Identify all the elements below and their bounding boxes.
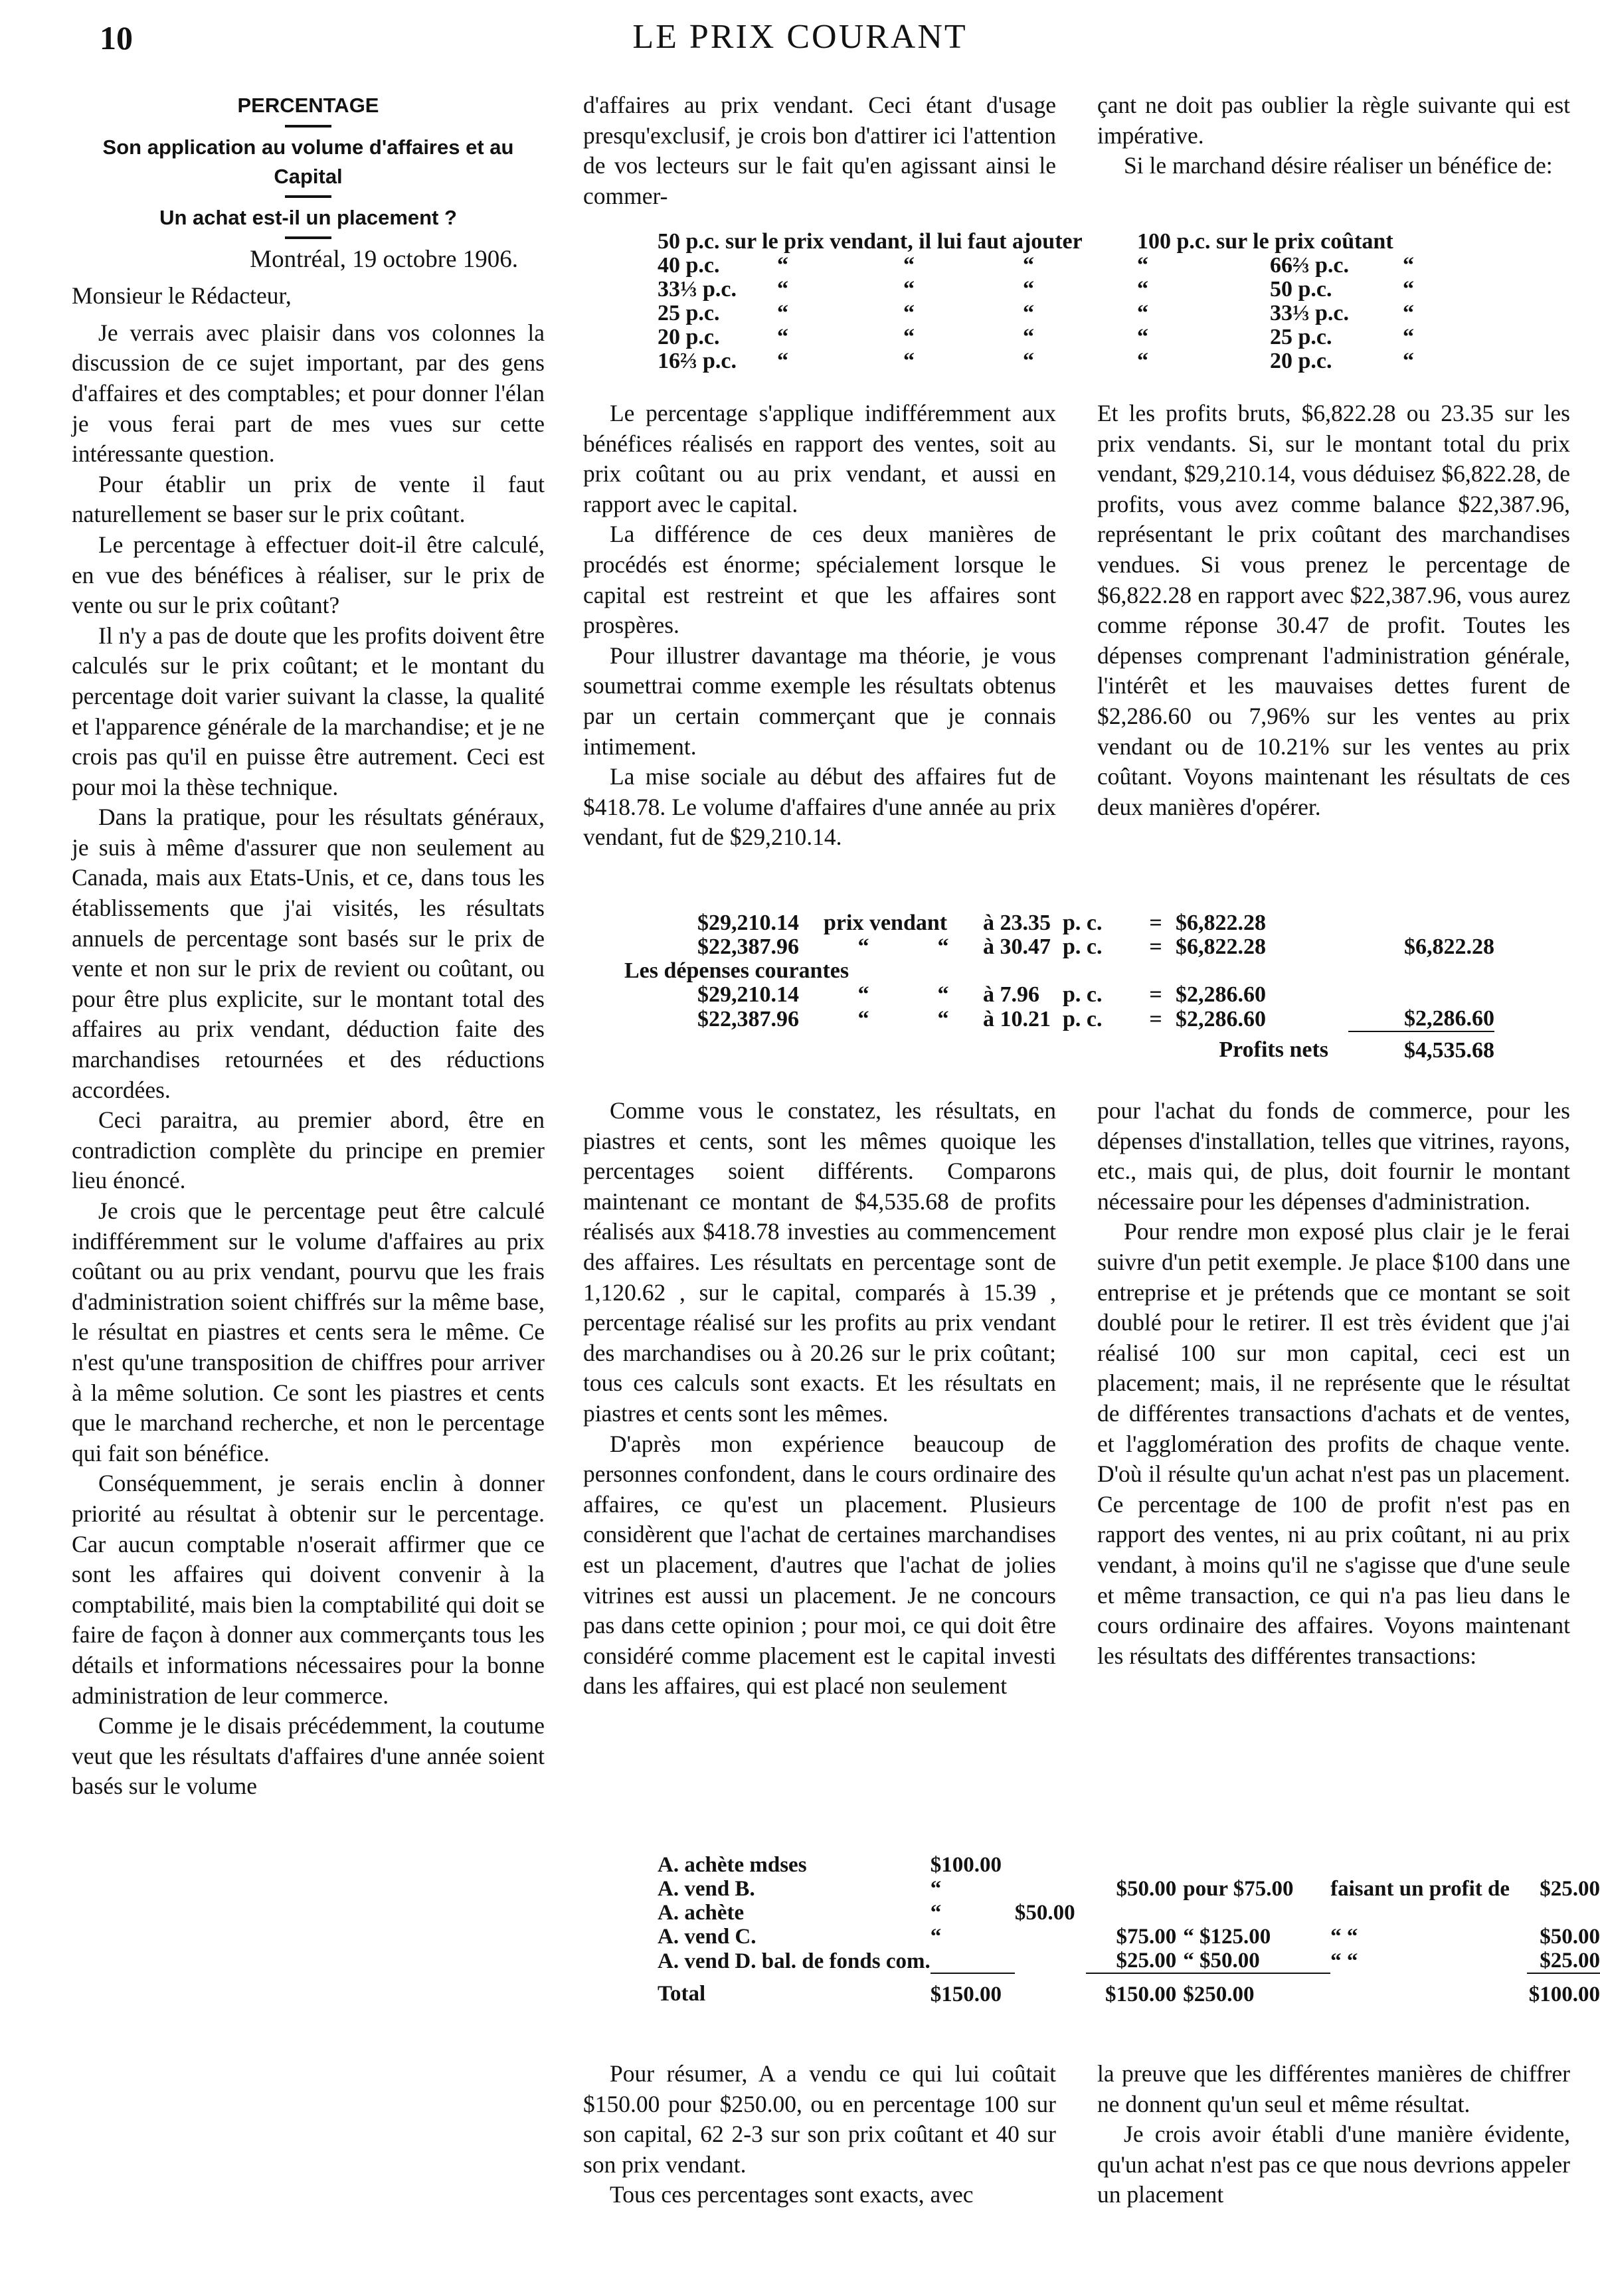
ditto-mark: “: [1137, 325, 1148, 349]
percentage-table: [658, 230, 1414, 373]
ditto-mark: “: [1023, 325, 1034, 349]
paragraph: Et les profits bruts, $6,822.28 ou 23.35 sur les prix vendants. Si, sur le montant total du prix vendant, $29,210.14, vous déduisez $6,822.28, de profits, vous avez comme balance $22,387.96, représentant le prix coûtant des marchandises vendues. Si vous prenez le percentage de $6,822.28 en rapport avec $22,387.96, vous aurez comme réponse 30.47 de profit. Toutes les dépenses comprenant l'administration générale, l'intérêt et les mauvaises dettes furent de $2,286.60 ou 7,96% sur les ventes au prix vendant ou de 10.21% sur les ventes au prix coûtant. Voyons maintenant les résultats de ces deux manières d'opérer.: [1097, 400, 1570, 820]
table-cell: faisant un profit de: [1330, 1877, 1510, 1901]
ditto-mark: “: [1023, 349, 1034, 373]
ditto-mark: “: [903, 325, 915, 349]
table-cell: $150.00: [1086, 1973, 1176, 2014]
paragraph: Le percentage s'applique indifféremment aux bénéfices réalisés en rapport des ventes, soit au prix coûtant ou au prix vendant, et aussi en rapport avec le capital.: [583, 400, 1056, 517]
table-cell: 66⅔ p.c.: [1270, 253, 1349, 278]
table-row: [658, 325, 1414, 349]
table-cell: [1527, 1901, 1600, 1925]
table-cell: prix vendant: [824, 911, 948, 935]
paragraph: d'affaires au prix vendant. Ceci étant d'usage presqu'exclusif, je crois bon d'attirer ici l'attention de vos lecteurs sur le fait qu'en agissant ainsi le commer-: [583, 92, 1056, 209]
table-cell: $50.00: [1540, 1925, 1600, 1949]
table-cell: 25 p.c.: [1270, 325, 1332, 349]
journal-title: LE PRIX COURANT: [632, 18, 968, 56]
table-cell: 20 p.c.: [658, 325, 720, 349]
paragraph: Il n'y a pas de doute que les profits doivent être calculés sur le prix coûtant; et le montant du percentage doit varier suivant la classe, la qualité et l'apparence générale de la marchandise; et je ne crois pas qu'il en puisse être autrement. Ceci est pour moi la thèse technique.: [72, 622, 545, 800]
table-cell: $22,387.96: [697, 934, 799, 959]
table-cell: p. c.: [1063, 934, 1103, 959]
table-cell: [1176, 1853, 1330, 1877]
paragraph: Dans la pratique, pour les résultats généraux, je suis à même d'assurer que non seulement au Canada, mais aux Etats-Unis, et ce, dans tous les établissements que j'ai visités, les résultats annuels de percentage sont basés sur le prix de vente et non sur le prix de revient ou coûtant, ou pour être plus explicite, sur le montant total des affaires au prix vendant, déduction faite des marchandises retournées et des réductions accordées.: [72, 804, 545, 1103]
table-cell: “ “: [1330, 1925, 1358, 1949]
table-cell: 33⅓ p.c.: [658, 277, 737, 302]
table-cell: 100 p.c. sur le prix coûtant: [1137, 229, 1393, 254]
table-cell: [1527, 1853, 1600, 1877]
table-row: [658, 1949, 1600, 1973]
column-1: [72, 90, 545, 1802]
ditto-mark: “: [903, 253, 915, 278]
paragraph: Comme vous le constatez, les résultats, en piastres et cents, sont les mêmes quoique les percentages soient différents. Comparons maintenant ce montant de $4,535.68 de profits réalisés aux $418.78 investies au commencement des affaires. Les résultats en percentage sont de 1,120.62 , sur le capital, comparés à 15.39 , percentage réalisé sur les profits au prix vendant des marchandises ou à 20.26 sur le prix coûtant; tous ces calculs sont exacts. Et les résultats en piastres et cents sont les mêmes.: [583, 1097, 1056, 1427]
ditto-mark: “: [930, 1901, 942, 1925]
paragraph: D'après mon expérience beaucoup de personnes confondent, dans le cours ordinaire des affaires, ce qu'est un placement. Plusieurs considèrent que l'achat de certaines marchandises est un placement, d'autres que l'achat de jolies vitrines est aussi un placement. Je ne concours pas dans cette opinion ; pour moi, ce qui doit être considéré comme placement est le capital investi dans les affaires, qui est placé non seulement: [583, 1430, 1056, 1700]
table-cell: $29,210.14: [697, 982, 799, 1007]
dateline: Montréal, 19 octobre 1906.: [250, 245, 518, 273]
table-cell: 20 p.c.: [1270, 349, 1332, 373]
paragraph: Ceci paraitra, au premier abord, être en contradiction complète du principe en premier lieu énoncé.: [72, 1106, 545, 1194]
column-2-end: [583, 2059, 1056, 2210]
ditto-mark: “: [857, 934, 869, 959]
table-cell: “ $50.00: [1183, 1949, 1260, 1973]
table-cell: [931, 1949, 1015, 1973]
ditto-mark: “: [1403, 301, 1414, 325]
table-row: [658, 1925, 1600, 1949]
paragraph: Je crois avoir établi d'une manière évidente, qu'un achat n'est pas ce que nous devrions appeler un placement: [1097, 2121, 1570, 2208]
table-cell: [1086, 1901, 1176, 1925]
table-cell: [1330, 1901, 1527, 1925]
table-cell: [1015, 1949, 1087, 1973]
table-cell: 40 p.c.: [658, 253, 720, 278]
paragraph: Pour établir un prix de vente il faut naturellement se baser sur le prix coûtant.: [72, 470, 545, 528]
paragraph: Pour résumer, A a vendu ce qui lui coûtait $150.00 pour $250.00, ou en percentage 100 sur son capital, 62 2-3 sur son prix coûtant et 40 sur son prix vendant.: [583, 2060, 1056, 2178]
table-cell: $2,286.60: [1404, 1006, 1494, 1031]
ditto-mark: “: [1137, 301, 1148, 325]
ditto-mark: “: [1403, 253, 1414, 278]
ditto-mark: “: [903, 349, 915, 373]
article-subheading: Son application au volume d'affaires et au Capital: [102, 135, 514, 188]
ditto-mark: “: [1137, 277, 1148, 302]
table-row: [624, 1031, 1494, 1069]
paragraph: La différence de ces deux manières de procédés est énorme; spécialement lorsque le capital est restreint et que les affaires sont prospères.: [583, 521, 1056, 639]
table-cell: =: [1149, 911, 1162, 935]
ditto-mark: “: [777, 277, 788, 302]
paragraph: La mise sociale au début des affaires fut de $418.78. Le volume d'affaires d'une année au prix vendant, fut de $29,210.14.: [583, 763, 1056, 851]
ditto-mark: “: [1403, 325, 1414, 349]
table-cell: =: [1149, 934, 1162, 959]
table-row: [624, 911, 1494, 935]
paragraph: Si le marchand désire réaliser un bénéfice de:: [1124, 152, 1553, 179]
table-cell: à 10.21: [983, 1006, 1051, 1031]
table-cell: 16⅔ p.c.: [658, 349, 737, 373]
paragraph: Comme je le disais précédemment, la coutume veut que les résultats d'affaires d'une année soient basés sur le volume: [72, 1712, 545, 1800]
column-3-lower: [1097, 1096, 1570, 1671]
table-cell: 50 p.c.: [1270, 277, 1332, 302]
column-2-middle: [583, 398, 1056, 853]
calculation-table: [624, 911, 1494, 1069]
ditto-mark: “: [1023, 253, 1034, 278]
article-question: Un achat est-il un placement ?: [159, 205, 457, 229]
column-2-lower: [583, 1096, 1056, 1702]
table-cell: “ $125.00: [1183, 1925, 1271, 1949]
table-row: [624, 935, 1494, 959]
article-heading: PERCENTAGE: [237, 94, 379, 117]
ditto-mark: “: [930, 1877, 942, 1901]
ditto-mark: “: [937, 1006, 949, 1031]
table-cell: [1348, 911, 1494, 935]
table-cell: $6,822.28: [1176, 934, 1266, 959]
page-number: 10: [100, 19, 133, 56]
table-cell: $250.00: [1176, 1973, 1330, 2014]
paragraph: la preuve que les différentes manières de chiffrer ne donnent qu'un seul et même résultat.: [1097, 2060, 1570, 2117]
table-row: [658, 302, 1414, 325]
ditto-mark: “: [777, 253, 788, 278]
ditto-mark: “: [1137, 349, 1148, 373]
ditto-mark: “: [903, 301, 915, 325]
ditto-mark: “: [903, 277, 915, 302]
table-cell: $150.00: [931, 1973, 1015, 2014]
table-row: [658, 254, 1414, 278]
column-3-end: [1097, 2059, 1570, 2210]
ditto-mark: “: [1137, 253, 1148, 278]
table-cell: à 30.47: [983, 934, 1051, 959]
table-cell: [1015, 1925, 1087, 1949]
table-cell: “ “: [1330, 1949, 1358, 1973]
ledger-table: [658, 1853, 1600, 2014]
ditto-mark: “: [777, 349, 788, 373]
ditto-mark: “: [937, 982, 949, 1007]
table-cell: p. c.: [1063, 911, 1103, 935]
table-row: [658, 349, 1414, 373]
table-cell: $100.00: [930, 1853, 1002, 1877]
table-cell: 25 p.c.: [658, 301, 720, 325]
ditto-mark: “: [1403, 277, 1414, 302]
table-cell: [1015, 1877, 1087, 1901]
table-cell: $50.00: [1116, 1877, 1177, 1901]
table-row: [624, 1007, 1494, 1031]
table-cell: A. vend C.: [658, 1925, 756, 1949]
table-cell: $6,822.28: [1404, 934, 1494, 959]
table-cell: [1330, 1853, 1527, 1877]
table-cell: $22,387.96: [697, 1006, 799, 1031]
table-cell: $6,822.28: [1176, 911, 1266, 935]
table-cell: $100.00: [1527, 1973, 1600, 2014]
table-cell: Total: [658, 1982, 706, 2006]
table-cell: p. c.: [1063, 1006, 1103, 1031]
table-row: [658, 1853, 1600, 1877]
table-cell: [1086, 1853, 1176, 1877]
table-cell: $25.00: [1540, 1877, 1600, 1901]
ditto-mark: “: [937, 934, 949, 959]
paragraph: Le percentage à effectuer doit-il être calculé, en vue des bénéfices à réaliser, sur le prix de vente ou sur le prix coûtant?: [72, 531, 545, 619]
table-cell: $25.00: [1116, 1949, 1177, 1973]
paragraph: çant ne doit pas oublier la règle suivante qui est impérative.: [1097, 92, 1570, 149]
heading-rule: [285, 125, 331, 128]
column-3-top: [1097, 90, 1570, 181]
ditto-mark: “: [1023, 301, 1034, 325]
table-row: [658, 1973, 1600, 2014]
table-cell: $25.00: [1540, 1949, 1600, 1973]
table-cell: p. c.: [1063, 982, 1103, 1007]
paragraph: Pour illustrer davantage ma théorie, je vous soumettrai comme exemple les résultats obtenus par un certain commerçant que je connais intimement.: [583, 642, 1056, 760]
ditto-mark: “: [857, 1006, 869, 1031]
table-cell: 33⅓ p.c.: [1270, 301, 1349, 325]
paragraph: pour l'achat du fonds de commerce, pour les dépenses d'installation, telles que vitrines, rayons, etc., mais qui, de plus, doit fournir le montant nécessaire pour les dépenses d'administration.: [1097, 1097, 1570, 1215]
table-cell: =: [1149, 982, 1162, 1007]
table-cell: A. achète: [658, 1901, 745, 1925]
ditto-mark: “: [1403, 349, 1414, 373]
table-cell: à 7.96: [983, 982, 1039, 1007]
table-cell: $2,286.60: [1176, 982, 1266, 1007]
paragraph: Conséquemment, je serais enclin à donner priorité au résultat à obtenir sur le percentage. Car aucun comptable n'oserait affirmer que ce sont les affaires qui doivent convenir à la comptabilité, mais bien la comptabilité qui doit se faire de façon à donner aux commerçants tous les détails et informations nécessaires pour la bonne administration de leur commerce.: [72, 1470, 545, 1709]
table-cell: Les dépenses courantes: [624, 958, 849, 983]
table-cell: $29,210.14: [697, 911, 799, 935]
table-cell: $50.00: [1014, 1901, 1075, 1925]
table-row: [624, 959, 1494, 983]
paragraph: Je crois que le percentage peut être calculé indifféremment sur le volume d'affaires au prix coûtant ou au prix vendant, pourvu que les frais d'administration soient chiffrés sur la même base, le résultat en piastres et cents sera le même. Ce n'est qu'une transposition de chiffres pour arriver à la même solution. Ce sont les piastres et cents que le marchand recherche, et non le percentage qui fait son bénéfice.: [72, 1197, 545, 1466]
paragraph: Je verrais avec plaisir dans vos colonnes la discussion de ce sujet important, par des gens d'affaires et des comptables; et pour donner l'élan je vous ferai part de mes vues sur cette intéressante question.: [72, 319, 545, 468]
ditto-mark: “: [1023, 277, 1034, 302]
table-cell: à 23.35: [983, 911, 1051, 935]
table-cell: A. vend D. bal. de fonds com.: [658, 1949, 931, 1973]
table-cell: pour $75.00: [1183, 1877, 1294, 1901]
table-cell: Profits nets: [1219, 1037, 1328, 1062]
table-row: [658, 1901, 1600, 1925]
question-rule: [285, 236, 331, 239]
table-cell: =: [1149, 1006, 1162, 1031]
table-row: [658, 1877, 1600, 1901]
table-row: [658, 278, 1414, 302]
subheading-rule: [285, 195, 331, 198]
ditto-mark: “: [777, 301, 788, 325]
paragraph: Pour rendre mon exposé plus clair je le ferai suivre d'un petit exemple. Je place $100 dans une entreprise et je prétends que ce montant se soit doublé pour le retirer. Il est très évident que j'ai réalisé 100 sur mon capital, ceci est un placement; mais, il ne représente que le résultat de différentes transactions d'achats et de ventes, et l'agglomération des profits de chaque vente. D'où il résulte qu'un achat n'est pas un placement. Ce percentage de 100 de profit n'est pas en rapport des ventes, ni au prix coûtant, ni au prix vendant, à moins qu'il ne s'agisse que d'une seule et même transaction, ce qui n'a pas lieu dans le cours ordinaire des affaires. Voyons maintenant les résultats des différentes transactions:: [1097, 1218, 1570, 1669]
table-cell: $75.00: [1116, 1925, 1177, 1949]
table-cell: [1176, 1901, 1330, 1925]
table-cell: A. achète mdses: [658, 1853, 807, 1877]
table-cell: $2,286.60: [1176, 1006, 1266, 1031]
column-3-middle: [1097, 398, 1570, 822]
table-cell: [1015, 1853, 1087, 1877]
table-cell: A. vend B.: [658, 1877, 755, 1901]
table-row: [658, 230, 1414, 254]
ditto-mark: “: [777, 325, 788, 349]
ditto-mark: “: [857, 982, 869, 1007]
salutation: Monsieur le Rédacteur,: [72, 282, 292, 309]
ditto-mark: “: [930, 1925, 942, 1949]
table-cell: [1348, 983, 1494, 1007]
table-cell: 50 p.c. sur le prix vendant, il lui faut ajouter: [658, 229, 1083, 254]
table-cell: $4,535.68: [1348, 1031, 1494, 1069]
paragraph: Tous ces percentages sont exacts, avec: [610, 2181, 974, 2208]
table-row: [624, 983, 1494, 1007]
column-2-top: [583, 90, 1056, 211]
